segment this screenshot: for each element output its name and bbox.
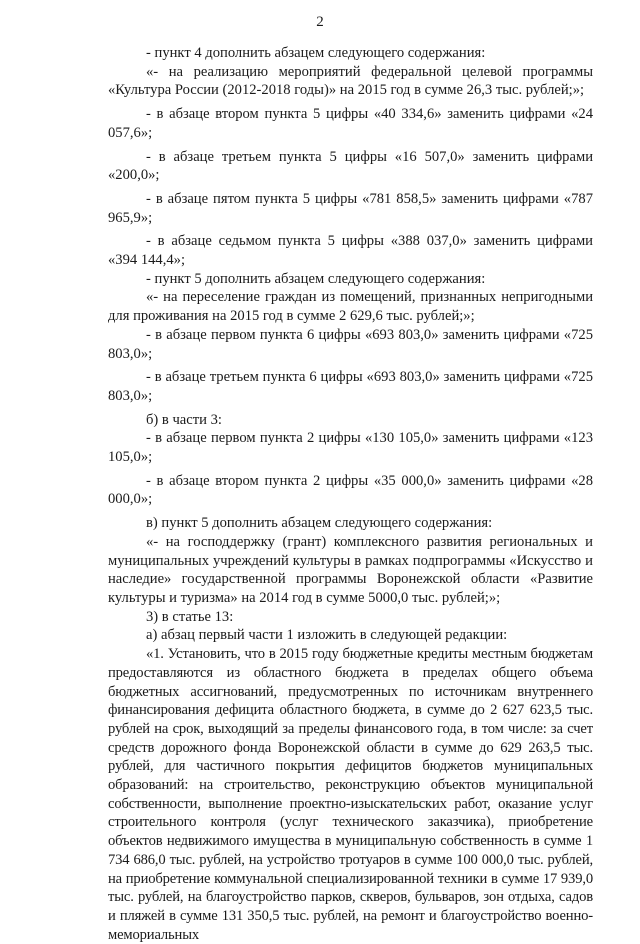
paragraph: - пункт 5 дополнить абзацем следующего содержания:: [146, 270, 486, 287]
paragraph: в) пункт 5 дополнить абзацем следующего содержания:: [146, 515, 493, 532]
paragraph: - в абзаце втором пункта 5 цифры «40 334,6» заменить цифрами «24 057,6»;: [108, 106, 593, 141]
paragraph: - в абзаце седьмом пункта 5 цифры «388 037,0» заменить цифрами «394 144,4»;: [108, 233, 593, 269]
paragraph: - в абзаце третьем пункта 5 цифры «16 507,0» заменить цифрами «200,0»;: [108, 148, 593, 184]
paragraph: б) в части 3:: [146, 411, 222, 428]
page-number: 2: [316, 14, 324, 30]
paragraph: 3) в статье 13:: [146, 608, 234, 625]
paragraph: «1. Установить, что в 2015 году бюджетные кредиты местным бюджетам предоставляются из областного бюджета в пределах общего объема бюджетных ассигнований, предусмотренных по источникам внутреннего финансирования дефицита областного бюджета, в сумме до 2 627 623,5 тыс. рублей на срок, выходящий за пределы финансового года, в том числе: за счет средств дорожного фонда Воронежской области в сумме до 629 263,5 тыс. рублей, для частичного покрытия дефицитов бюджетов муниципальных образований: на строительство, реконструкцию объектов муниципальной собственности, выполнение проектно-изыскательских работ, оказание услуг строительного контроля (услуг технического заказчика), приобретение объектов недвижимого имущества в муниципальную собственность в сумме 1 734 686,0 тыс. рублей, на устройство тротуаров в сумме 100 000,0 тыс. рублей, на приобретение коммунальной специализированной техники в сумме 17 939,0 тыс. рублей, на благоустройство парков, скверов, бульваров, зон отдыха, садов и пляжей в сумме 131 350,5 тыс. рублей, на ремонт и благоустройство военно-мемориальных: [108, 646, 593, 943]
paragraph: «- на господдержку (грант) комплексного развития региональных и муниципальных учреждений культуры в рамках подпрограммы «Искусство и наследие» государственной программы Воронежской области «Развитие культуры и туризма» на 2014 год в сумме 5000,0 тыс. рублей;»;: [108, 533, 593, 606]
paragraph: - в абзаце третьем пункта 6 цифры «693 803,0» заменить цифрами «725 803,0»;: [108, 369, 593, 404]
paragraph: - в абзаце первом пункта 2 цифры «130 105,0» заменить цифрами «123 105,0»;: [108, 430, 593, 466]
paragraph: «- на реализацию мероприятий федеральной целевой программы «Культура России (2012-2018 годы)» на 2015 год в сумме 26,3 тыс. рублей;»;: [108, 63, 593, 99]
paragraph: - в абзаце пятом пункта 5 цифры «781 858,5» заменить цифрами «787 965,9»;: [108, 190, 593, 226]
paragraph: - в абзаце втором пункта 2 цифры «35 000,0» заменить цифрами «28 000,0»;: [108, 472, 593, 508]
paragraph: «- на переселение граждан из помещений, признанных непригодными для проживания на 2015 год в сумме 2 629,6 тыс. рублей;»;: [108, 289, 593, 325]
paragraph: - пункт 4 дополнить абзацем следующего содержания:: [146, 45, 486, 61]
paragraph: - в абзаце первом пункта 6 цифры «693 803,0» заменить цифрами «725 803,0»;: [108, 326, 593, 362]
paragraph: а) абзац первый части 1 изложить в следующей редакции:: [146, 627, 508, 644]
document-body: [108, 44, 593, 944]
